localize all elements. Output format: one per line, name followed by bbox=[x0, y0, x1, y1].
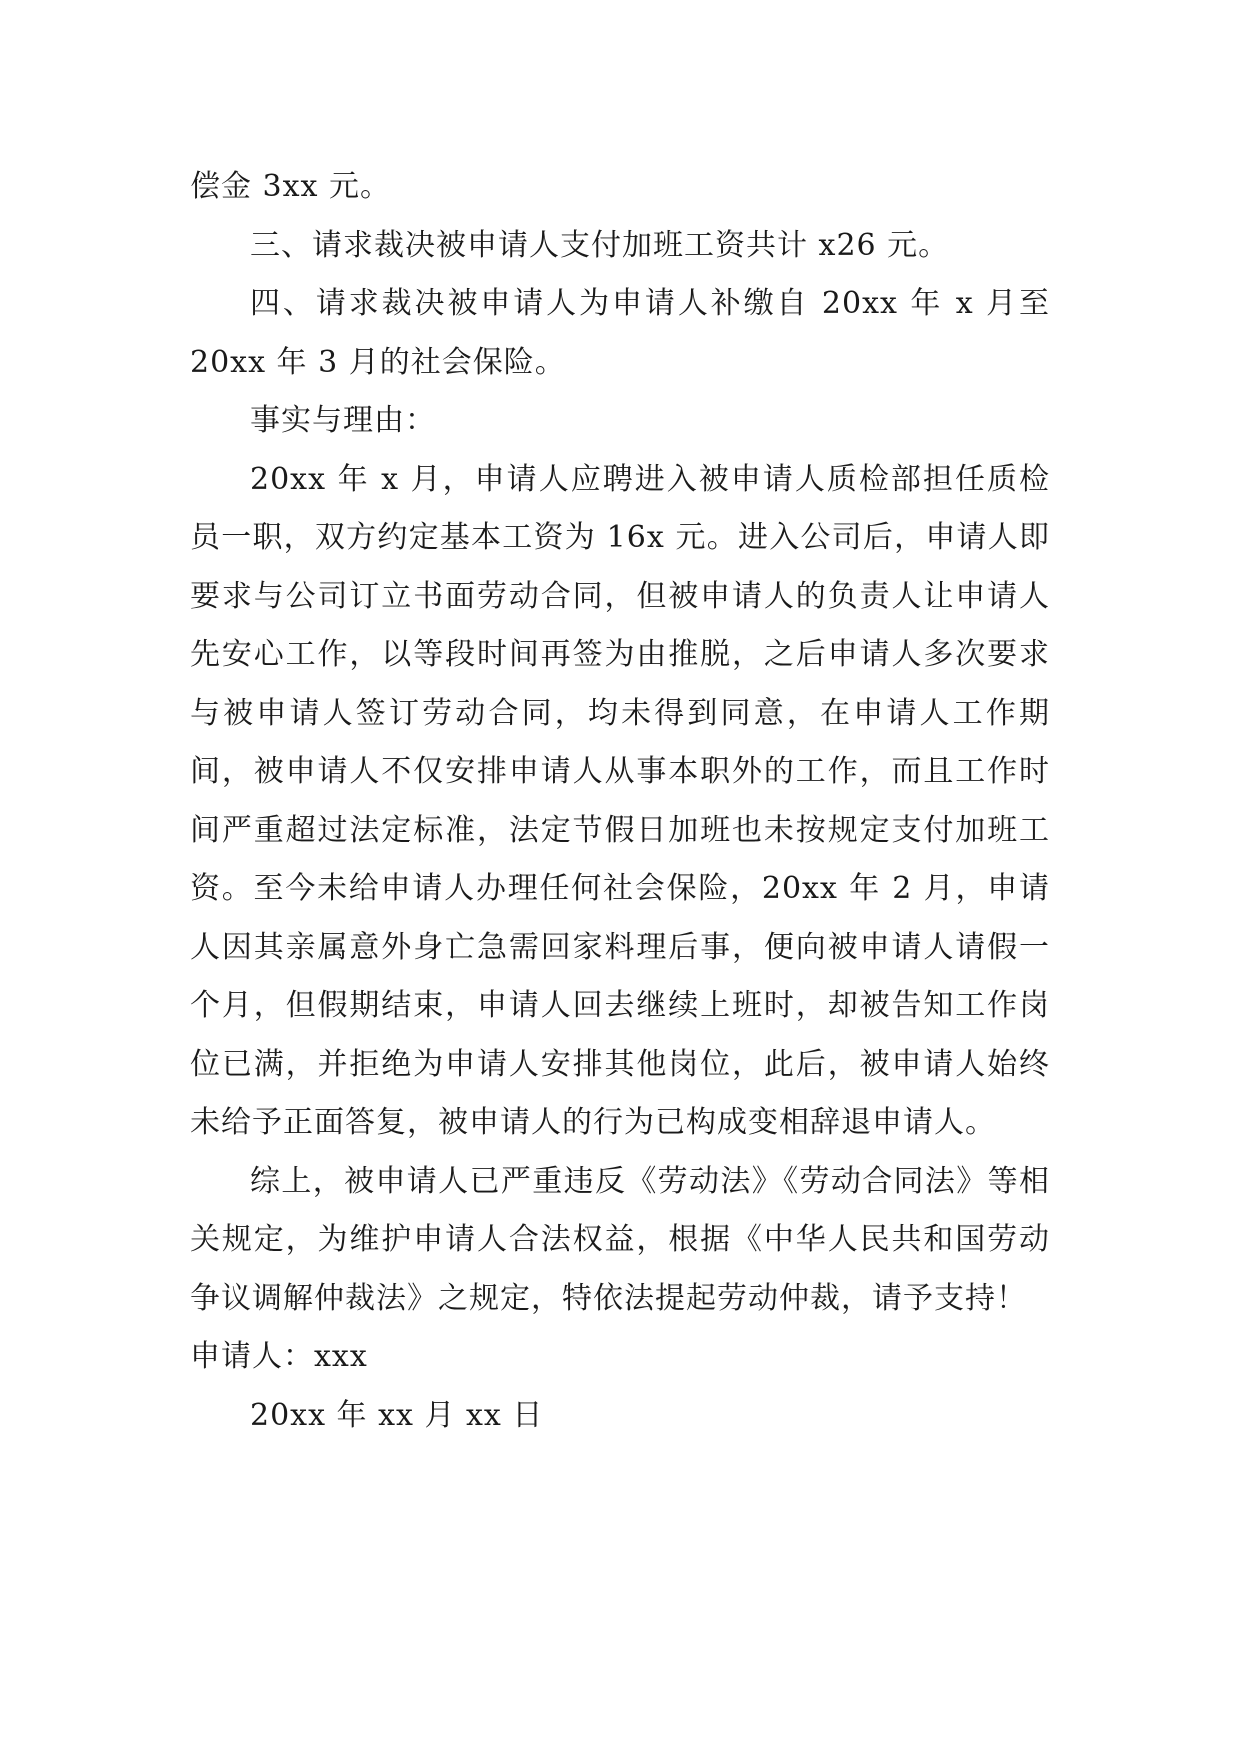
document-date: 20xx 年 xx 月 xx 日 bbox=[250, 1397, 544, 1433]
claim-four: 四、请求裁决被申请人为申请人补缴自 20xx 年 x 月至 20xx 年 3 月的社会保险。 bbox=[190, 286, 1050, 380]
applicant-signature: 申请人：xxx bbox=[190, 1339, 368, 1374]
conclusion-paragraph: 综上，被申请人已严重违反《劳动法》《劳动合同法》等相关规定，为维护申请人合法权益，根据《中华人民共和国劳动争议调解仲裁法》之规定，特依法提起劳动仲裁，请予支持！ bbox=[190, 1163, 1050, 1316]
facts-heading: 事实与理由： bbox=[250, 403, 436, 438]
claim-three: 三、请求裁决被申请人支付加班工资共计 x26 元。 bbox=[250, 227, 950, 263]
claim-two-continuation: 偿金 3xx 元。 bbox=[190, 169, 391, 204]
document-body bbox=[190, 158, 1050, 1445]
facts-body: 20xx 年 x 月，申请人应聘进入被申请人质检部担任质检员一职，双方约定基本工资为 16x 元。进入公司后，申请人即要求与公司订立书面劳动合同，但被申请人的负责人让申请人先安心工作，以等段时间再签为由推脱，之后申请人多次要求与被申请人签订劳动合同，均未得到同意，在申请人工作期间，被申请人不仅安排申请人从事本职外的工作，而且工作时间严重超过法定标准，法定节假日加班也未按规定支付加班工资。至今未给申请人办理任何社会保险，20xx 年 2 月，申请人因其亲属意外身亡急需回家料理后事，便向被申请人请假一个月，但假期结束，申请人回去继续上班时，却被告知工作岗位已满，并拒绝为申请人安排其他岗位，此后，被申请人始终未给予正面答复，被申请人的行为已构成变相辞退申请人。 bbox=[190, 461, 1050, 1140]
